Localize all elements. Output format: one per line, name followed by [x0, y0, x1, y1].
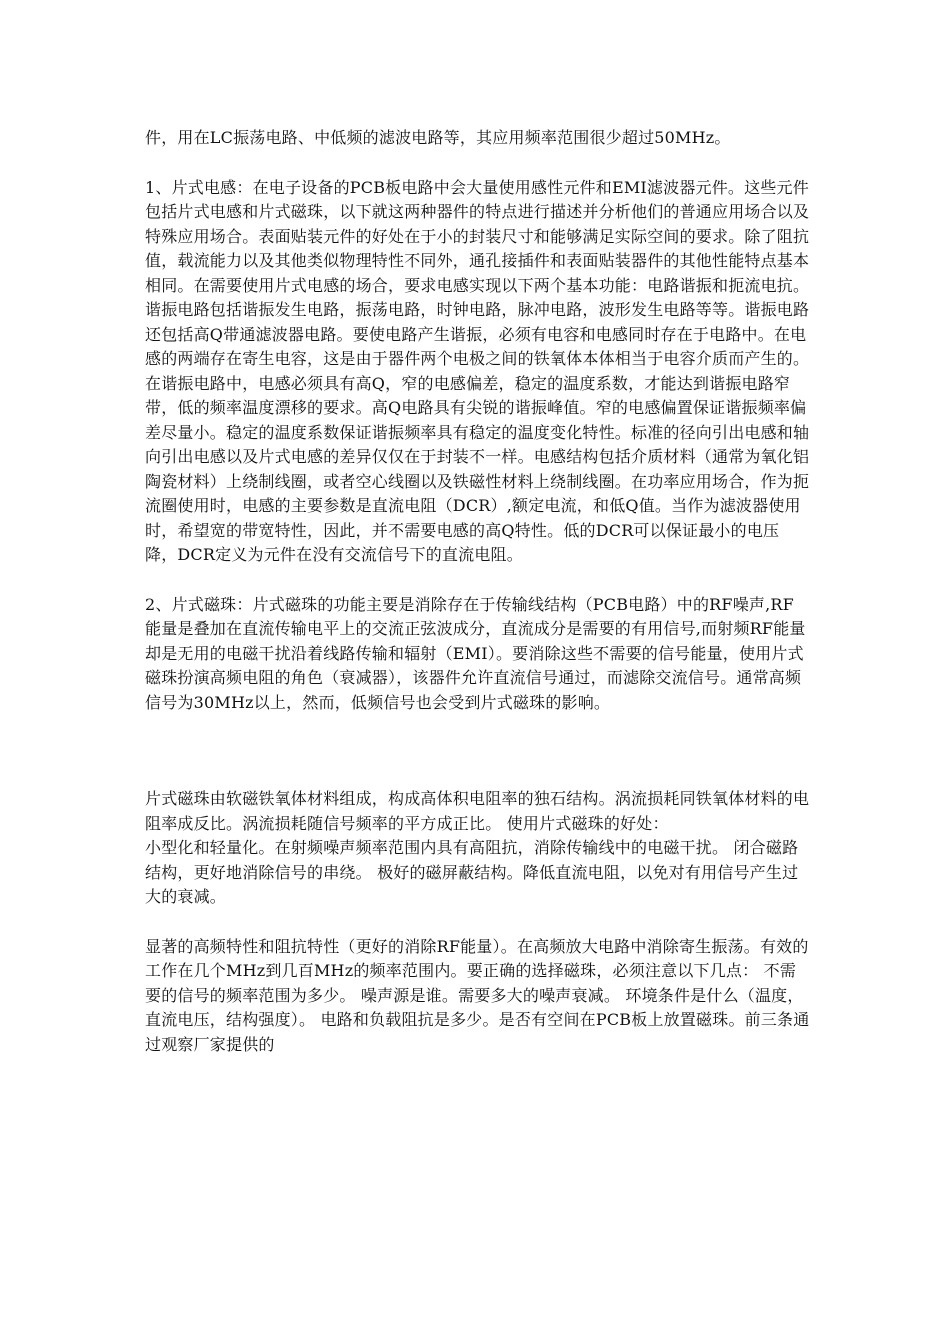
paragraph-bead-selection: 显著的高频特性和阻抗特性（更好的消除RF能量）。在高频放大电路中消除寄生振荡。有效的工作在几个MHz到几百MHz的频率范围内。要正确的选择磁珠，必须注意以下几点： 不需要的信号的频率范围为多少。 噪声源是谁。需要多大的噪声衰减。 环境条件是什么（温度，直流电压，结构强度）。 电路和负载阻抗是多少。是否有空间在PCB板上放置磁珠。前三条通过观察厂家提供的 [145, 936, 810, 1054]
paragraph-bead-material: 片式磁珠由软磁铁氧体材料组成，构成高体积电阻率的独石结构。涡流损耗同铁氧体材料的电阻率成反比。涡流损耗随信号频率的平方成正比。 使用片式磁珠的好处： [145, 789, 810, 833]
paragraph-bead-benefits: 小型化和轻量化。在射频噪声频率范围内具有高阻抗，消除传输线中的电磁干扰。 闭合磁路结构，更好地消除信号的串绕。 极好的磁屏蔽结构。降低直流电阻，以免对有用信号产生过大的衰减。 [145, 838, 799, 906]
paragraph-continuation: 件，用在LC振荡电路、中低频的滤波电路等，其应用频率范围很少超过50MHz。 [145, 128, 731, 147]
paragraph-spacer [145, 568, 810, 593]
document-body [145, 126, 810, 1057]
paragraph-spacer [145, 715, 810, 787]
paragraph-spacer [145, 151, 810, 176]
paragraph-chip-bead: 2、片式磁珠：片式磁珠的功能主要是消除存在于传输线结构（PCB电路）中的RF噪声,RF能量是叠加在直流传输电平上的交流正弦波成分，直流成分是需要的有用信号,而射频RF能量却是无用的电磁干扰沿着线路传输和辐射（EMI）。要消除这些不需要的信号能量，使用片式磁珠扮演高频电阻的角色（衰减器），该器件允许直流信号通过，而滤除交流信号。通常高频信号为30MHz以上，然而，低频信号也会受到片式磁珠的影响。 [145, 594, 806, 712]
paragraph-spacer [145, 910, 810, 935]
paragraph-chip-inductor: 1、片式电感：在电子设备的PCB板电路中会大量使用感性元件和EMI滤波器元件。这些元件包括片式电感和片式磁珠，以下就这两种器件的特点进行描述并分析他们的普通应用场合以及特殊应用场合。表面贴装元件的好处在于小的封装尺寸和能够满足实际空间的要求。除了阻抗值，载流能力以及其他类似物理特性不同外，通孔接插件和表面贴装器件的其他性能特点基本相同。在需要使用片式电感的场合，要求电感实现以下两个基本功能：电路谐振和扼流电抗。谐振电路包括谐振发生电路，振荡电路，时钟电路，脉冲电路，波形发生电路等等。谐振电路还包括高Q带通滤波器电路。要使电路产生谐振，必须有电容和电感同时存在于电路中。在电感的两端存在寄生电容，这是由于器件两个电极之间的铁氧体本体相当于电容介质而产生的。在谐振电路中，电感必须具有高Q，窄的电感偏差，稳定的温度系数，才能达到谐振电路窄带，低的频率温度漂移的要求。高Q电路具有尖锐的谐振峰值。窄的电感偏置保证谐振频率偏差尽量小。稳定的温度系数保证谐振频率具有稳定的温度变化特性。标准的径向引出电感和轴向引出电感以及片式电感的差异仅仅在于封装不一样。电感结构包括介质材料（通常为氧化铝陶瓷材料）上绕制线圈，或者空心线圈以及铁磁性材料上绕制线圈。在功率应用场合，作为扼流圈使用时，电感的主要参数是直流电阻（DCR）,额定电流，和低Q值。当作为滤波器使用时，希望宽的带宽特性，因此，并不需要电感的高Q特性。低的DCR可以保证最小的电压降，DCR定义为元件在没有交流信号下的直流电阻。 [145, 177, 810, 564]
